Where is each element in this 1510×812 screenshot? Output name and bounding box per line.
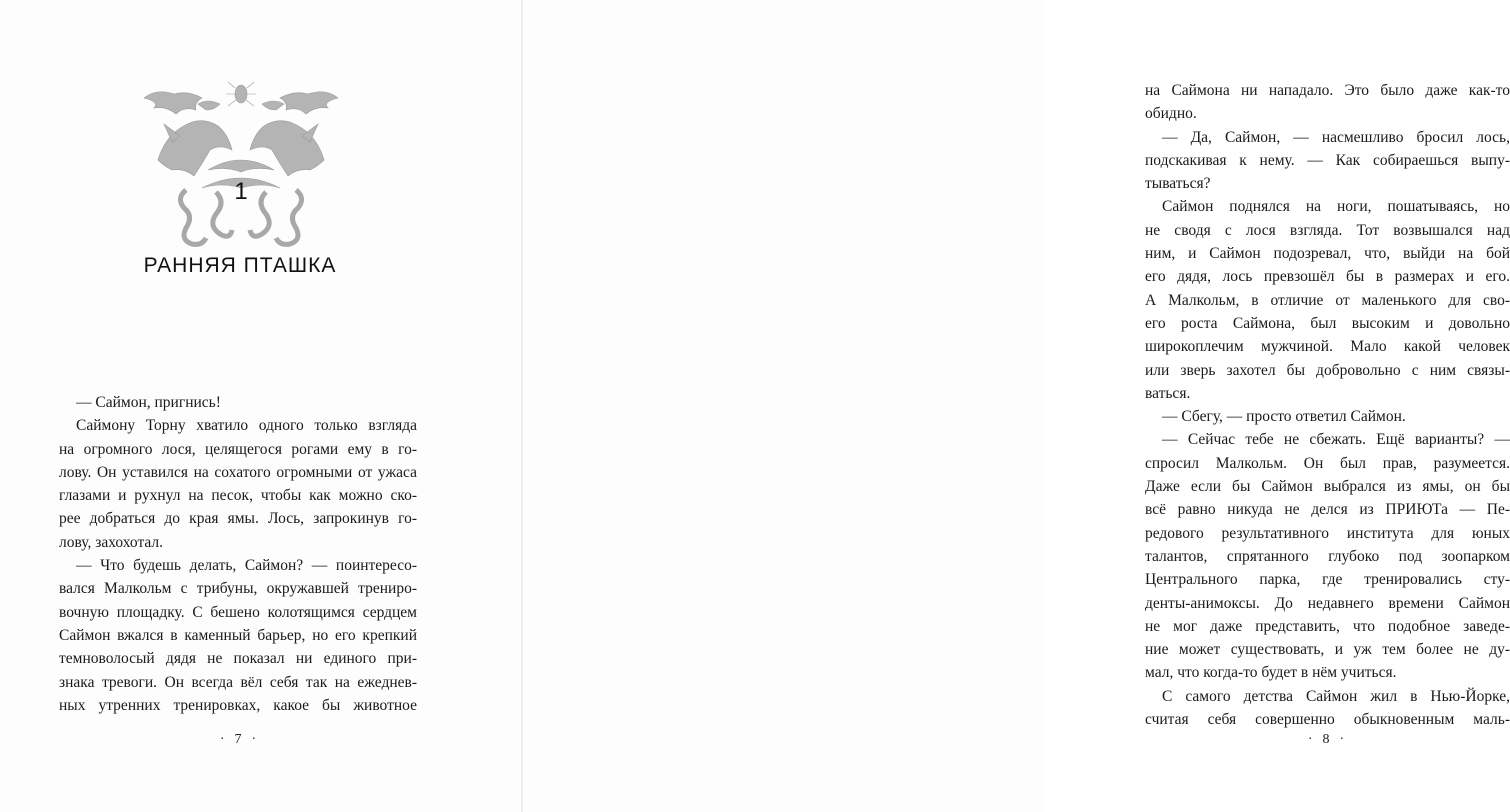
text-line: — Саймон, пригнись! [76,394,221,411]
text-line: Даже если бы Саймон выбрался из ямы, он бы [1145,478,1510,496]
text-line: обидно. [1145,105,1197,123]
text-line: его роста Саймона, был высоким и довольно [1145,314,1510,332]
text-line: Саймону Торну хватило одного только взгляда [76,417,417,435]
left-page-number: · 7 · [219,732,257,747]
text-line: — Что будешь делать, Саймон? — поинтересо- [76,557,417,575]
folio-value: 8 [1322,732,1330,747]
text-line: на Саймона ни нападало. Это было даже как-то [1145,82,1510,99]
text-line: талантов, спрятанного глубоко под зоопарком [1145,547,1510,565]
text-line: Саймон поднялся на ноги, пошатываясь, но [1162,198,1510,216]
folio-value: 7 [234,732,242,747]
text-line: спросил Малкольм. Он был прав, разумеется. [1145,454,1510,472]
text-line: подскакивая к нему. — Как собираешься выпу- [1145,151,1510,169]
text-line: Саймон вжался в каменный барьер, но его крепкий [59,626,417,644]
text-line: на огромного лося, целящегося рогами ему в го- [59,440,417,458]
text-line: широкоплечим мужчиной. Мало какой человек [1145,338,1510,356]
text-line: вался Малкольм с трибуны, окружавшей трениро- [59,580,417,598]
text-line: или зверь захотел бы добровольно с ним связы- [1145,361,1510,379]
chapter-title: РАННЯЯ ПТАШКА [143,254,337,277]
chapter-number: 1 [234,178,248,205]
text-line: денты-анимоксы. До недавнего времени Саймон [1145,594,1510,612]
right-page-number: · 8 · [1307,732,1345,747]
text-line: мал, что когда-то будет в нём учиться. [1145,664,1397,682]
right-page [523,0,1510,812]
text-line: редового результативного института для юных [1145,524,1510,542]
text-line: — Сбегу, — просто ответил Саймон. [1162,408,1406,426]
text-line: темноволосый дядя не показал ни единого при- [59,650,417,668]
text-line: тываться? [1145,175,1211,193]
text-line: считая себя совершенно обыкновенным маль- [1145,711,1510,729]
text-line: ваться. [1145,384,1191,402]
text-line: Центрального парка, где тренировались сту- [1145,571,1510,589]
text-line: всё равно никуда не делся из ПРИЮТа — Пе- [1145,501,1510,519]
text-line: вочную площадку. С бешено колотящимся сердцем [59,603,417,621]
text-line: его дядя, лось превзошёл бы в размерах и его. [1145,268,1510,286]
text-line: лову, захохотал. [59,533,164,551]
text-line: ние может существовать, и уж тем более не ду- [1145,641,1510,659]
text-line: не мог даже представить, что подобное заведе- [1145,617,1510,635]
text-line: лову. Он уставился на сохатого огромными от ужаса [59,463,417,481]
animal-crest-emblem-icon [136,80,346,250]
text-line: глазами и рухнул на песок, чтобы как можно ско- [59,487,417,505]
text-line: рее добраться до края ямы. Лось, запрокинув го- [59,510,417,528]
text-line: С самого детства Саймон жил в Нью-Йорке, [1162,687,1510,705]
text-line: не сводя с лося взгляда. Тот возвышался над [1145,221,1510,239]
text-line: — Сейчас тебе не сбежать. Ещё варианты? — [1162,431,1510,449]
left-page [0,0,522,812]
left-page-body [59,391,417,717]
text-line: ных утренних тренировках, какое бы животное [59,696,417,714]
right-page-body [1145,79,1510,731]
text-line: ним, и Саймон подозревал, что, выйди на бой [1145,245,1510,263]
text-line: — Да, Саймон, — насмешливо бросил лось, [1162,128,1510,146]
text-line: А Малкольм, в отличие от маленького для сво- [1145,291,1510,309]
text-line: знака тревоги. Он всегда вёл себя так на ежеднев- [59,673,417,691]
